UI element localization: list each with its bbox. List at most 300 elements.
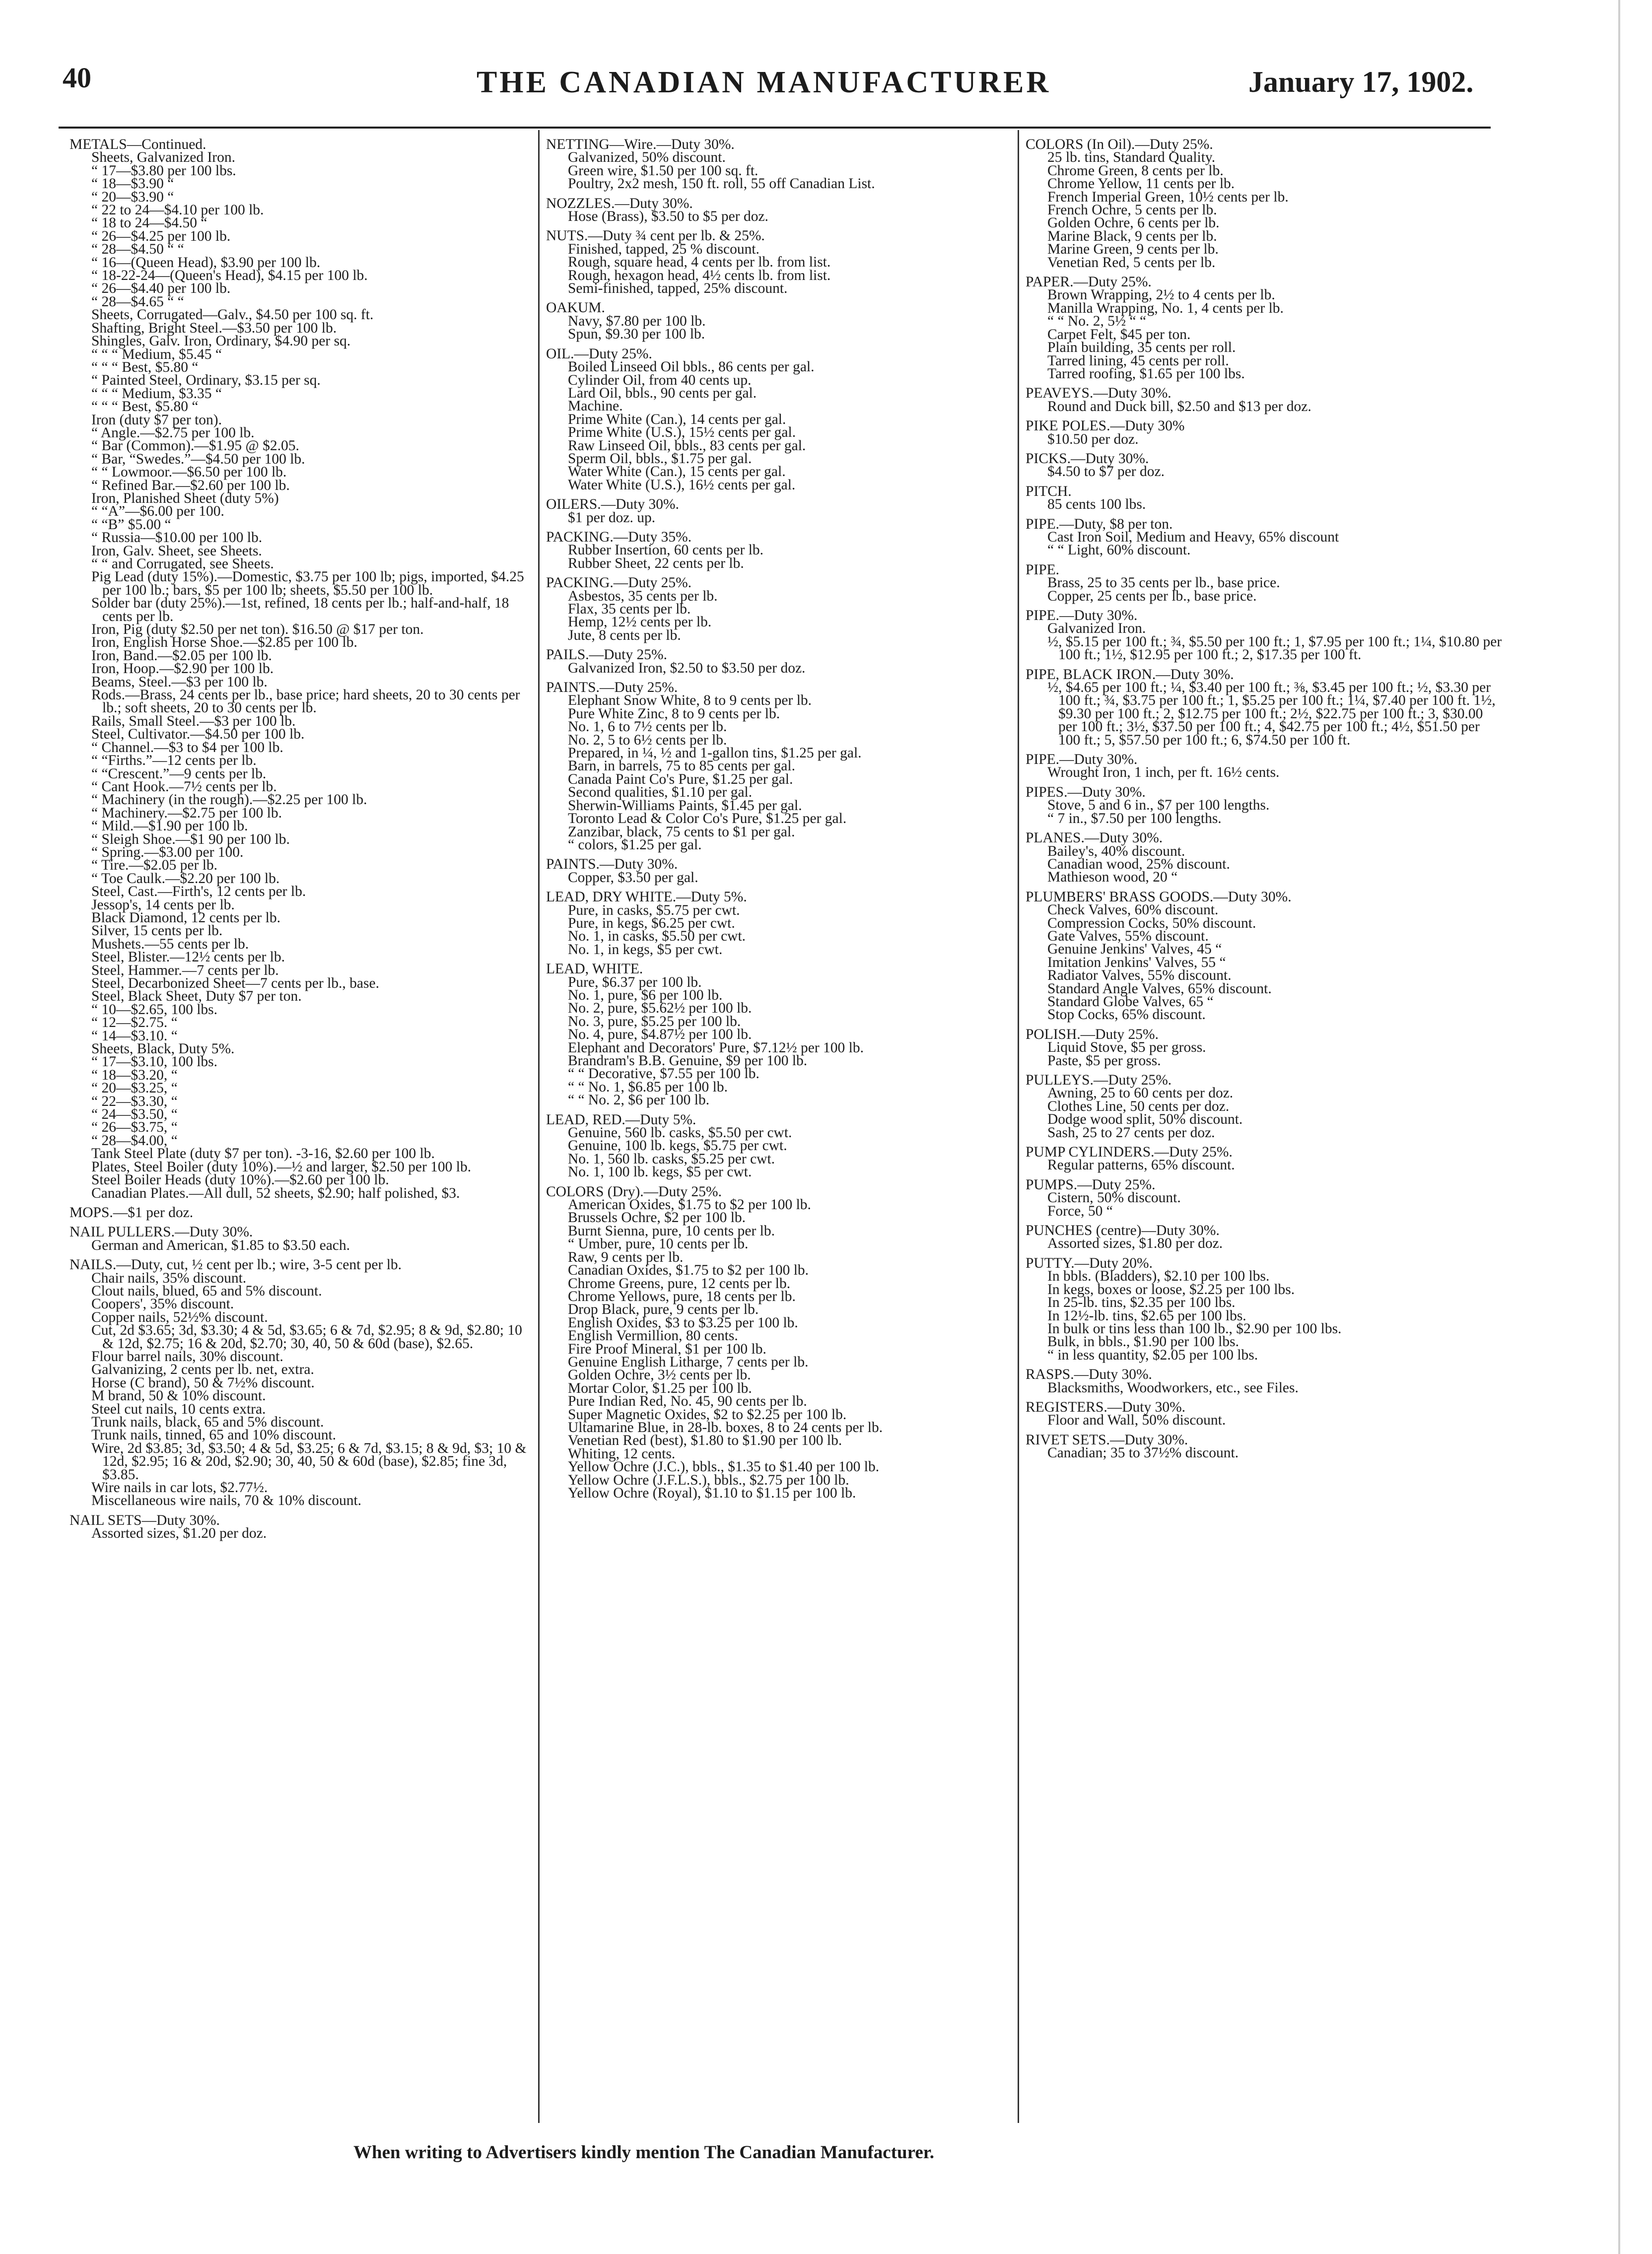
section-heading: PIPE.—Duty 30%. xyxy=(1026,608,1138,623)
price-section xyxy=(1026,1257,1502,1362)
price-entry: “ Machinery (in the rough).—$2.25 per 100 lb. xyxy=(91,792,367,808)
column-divider xyxy=(1018,130,1019,2123)
price-entry: Canadian Plates.—All dull, 52 sheets, $2.90; half polished, $3. xyxy=(91,1185,460,1201)
page-number: 40 xyxy=(63,62,91,94)
price-entry: “ “ Light, 60% discount. xyxy=(1047,542,1191,558)
price-section xyxy=(1026,485,1502,511)
price-entry: Pure White Zinc, 8 to 9 cents per lb. xyxy=(568,705,780,722)
price-section xyxy=(1026,831,1502,884)
price-entry: Bulk, in bbls., $1.90 per 100 lbs. xyxy=(1047,1334,1239,1350)
price-section xyxy=(546,1113,1015,1179)
price-entry: “ 14—$3.10. “ xyxy=(91,1027,178,1044)
price-entry: Venetian Red (best), $1.80 to $1.90 per 100 lb. xyxy=(568,1433,842,1449)
price-entry: French Ochre, 5 cents per lb. xyxy=(1047,202,1217,218)
price-column-3 xyxy=(1026,138,1502,1466)
price-section xyxy=(1026,668,1502,747)
section-heading: NAIL PULLERS.—Duty 30%. xyxy=(69,1224,253,1240)
price-entry: “ colors, $1.25 per gal. xyxy=(568,836,702,853)
price-entry: Steel, Blister.—12½ cents per lb. xyxy=(91,949,285,965)
price-entry: “ “ No. 2, $6 per 100 lb. xyxy=(568,1092,710,1108)
price-entry: “ 20—$3.25, “ xyxy=(91,1080,178,1096)
section-heading: PIPE.—Duty, $8 per ton. xyxy=(1026,516,1173,532)
price-entry: Genuine, 100 lb. kegs, $5.75 per cwt. xyxy=(568,1138,787,1154)
price-entry: English Vermillion, 80 cents. xyxy=(568,1328,738,1344)
section-heading: PUTTY.—Duty 20%. xyxy=(1026,1255,1153,1271)
price-entry: Brass, 25 to 35 cents per lb., base price. xyxy=(1047,575,1280,591)
price-entry: Iron, Band.—$2.05 per 100 lb. xyxy=(91,647,272,664)
price-section xyxy=(546,531,1015,570)
price-entry: $10.50 per doz. xyxy=(1047,431,1139,447)
price-entry: Lard Oil, bbls., 90 cents per gal. xyxy=(568,385,757,401)
section-heading: PUMPS.—Duty 25%. xyxy=(1026,1176,1156,1193)
price-entry: Shafting, Bright Steel.—$3.50 per 100 lb. xyxy=(91,320,337,336)
price-entry: No. 3, pure, $5.25 per 100 lb. xyxy=(568,1013,741,1029)
price-entry: Rough, square head, 4 cents per lb. from list. xyxy=(568,254,831,271)
section-heading: PITCH. xyxy=(1026,483,1072,499)
price-entry: In 12½-lb. tins, $2.65 per 100 lbs. xyxy=(1047,1307,1246,1324)
section-heading: PIPE, BLACK IRON.—Duty 30%. xyxy=(1026,666,1234,683)
price-entry: Iron, Pig (duty $2.50 per net ton). $16.50 @ $17 per ton. xyxy=(91,621,424,638)
price-entry: No. 1, in kegs, $5 per cwt. xyxy=(568,941,723,957)
price-entry: Dodge wood split, 50% discount. xyxy=(1047,1111,1243,1128)
price-entry: Iron, Planished Sheet (duty 5%) xyxy=(91,490,279,506)
price-section xyxy=(69,1514,532,1540)
section-heading: COLORS (In Oil).—Duty 25%. xyxy=(1026,137,1213,152)
price-entry: Navy, $7.80 per 100 lb. xyxy=(568,313,706,329)
price-entry: Water White (Can.), 15 cents per gal. xyxy=(568,464,786,480)
price-entry: “ “ “ Best, $5.80 “ xyxy=(91,399,199,415)
price-entry: Chrome Yellows, pure, 18 cents per lb. xyxy=(568,1288,796,1304)
price-entry: Plates, Steel Boiler (duty 10%).—½ and larger, $2.50 per 100 lb. xyxy=(91,1159,472,1175)
price-entry: Cut, 2d $3.65; 3d, $3.30; 4 & 5d, $3.65; 6 & 7d, $2.95; 8 & 9d, $2.80; 10 & 12d, $2.75; 16 & 20d, $2.70; 30, 40, 50 & 60d (base), $2.65. xyxy=(91,1322,522,1352)
price-section xyxy=(69,1226,532,1252)
price-entry: Elephant and Decorators' Pure, $7.12½ per 100 lb. xyxy=(568,1039,864,1056)
price-entry: American Oxides, $1.75 to $2 per 100 lb. xyxy=(568,1197,811,1213)
price-entry: Black Diamond, 12 cents per lb. xyxy=(91,909,280,926)
price-entry: Coopers', 35% discount. xyxy=(91,1296,234,1312)
section-heading: OILERS.—Duty 30%. xyxy=(546,496,679,513)
price-entry: Standard Globe Valves, 65 “ xyxy=(1047,993,1214,1010)
price-entry: Copper, 25 cents per lb., base price. xyxy=(1047,588,1257,604)
price-entry: “ Tire.—$2.05 per lb. xyxy=(91,857,218,874)
price-entry: Check Valves, 60% discount. xyxy=(1047,902,1219,918)
price-entry: Silver, 15 cents per lb. xyxy=(91,923,223,939)
price-entry: Water White (U.S.), 16½ cents per gal. xyxy=(568,477,796,493)
price-entry: “ 18—$3.90 “ xyxy=(91,176,174,192)
price-section xyxy=(1026,1074,1502,1139)
price-entry: Brandram's B.B. Genuine, $9 per 100 lb. xyxy=(568,1053,808,1069)
price-entry: French Imperial Green, 10½ cents per lb. xyxy=(1047,189,1289,205)
price-entry: Second qualities, $1.10 per gal. xyxy=(568,784,753,801)
price-entry: Sheets, Galvanized Iron. xyxy=(91,149,235,166)
price-entry: Canadian wood, 25% discount. xyxy=(1047,856,1230,872)
price-entry: Horse (C brand), 50 & 7½% discount. xyxy=(91,1374,315,1391)
price-entry: “ Bar, “Swedes.”—$4.50 per 100 lb. xyxy=(91,451,305,467)
price-entry: Prepared, in ¼, ½ and 1-gallon tins, $1.25 per gal. xyxy=(568,745,862,761)
page-header xyxy=(0,0,1652,132)
section-heading: PIKE POLES.—Duty 30% xyxy=(1026,418,1185,434)
price-section xyxy=(69,1258,532,1507)
price-entry: Tank Steel Plate (duty $7 per ton). -3-16, $2.60 per 100 lb. xyxy=(91,1146,435,1162)
price-entry: Yellow Ochre (J.F.L.S.), bbls., $2.75 per 100 lb. xyxy=(568,1472,849,1488)
price-entry: Pure Indian Red, No. 45, 90 cents per lb. xyxy=(568,1393,807,1410)
price-entry: Rails, Small Steel.—$3 per 100 lb. xyxy=(91,713,296,729)
price-entry: Semi-finished, tapped, 25% discount. xyxy=(568,280,788,297)
price-entry: Raw, 9 cents per lb. xyxy=(568,1249,684,1265)
price-entry: Wire nails in car lots, $2.77½. xyxy=(91,1480,268,1496)
section-heading: NOZZLES.—Duty 30%. xyxy=(546,195,693,211)
price-entry: In kegs, boxes or loose, $2.25 per 100 lbs. xyxy=(1047,1281,1295,1298)
section-heading: PLUMBERS' BRASS GOODS.—Duty 30%. xyxy=(1026,888,1292,905)
price-entry: Tarred lining, 45 cents per roll. xyxy=(1047,352,1229,369)
section-heading: PLANES.—Duty 30%. xyxy=(1026,830,1163,846)
price-entry: Elephant Snow White, 8 to 9 cents per lb. xyxy=(568,692,812,709)
price-entry: Spun, $9.30 per 100 lb. xyxy=(568,326,705,342)
price-entry: “ “ No. 1, $6.85 per 100 lb. xyxy=(568,1079,728,1095)
price-entry: Paste, $5 per gross. xyxy=(1047,1052,1161,1069)
price-entry: Sash, 25 to 27 cents per doz. xyxy=(1047,1124,1215,1141)
price-entry: “ 22—$3.30, “ xyxy=(91,1093,178,1109)
price-entry: Force, 50 “ xyxy=(1047,1203,1113,1219)
price-entry: No. 1, 560 lb. casks, $5.25 per cwt. xyxy=(568,1151,775,1167)
price-entry: Rough, hexagon head, 4½ cents lb. from list. xyxy=(568,267,831,283)
price-entry: Marine Green, 9 cents per lb. xyxy=(1047,241,1219,258)
section-heading: PACKING.—Duty 35%. xyxy=(546,529,692,545)
price-section xyxy=(69,1206,532,1219)
section-heading: PIPE. xyxy=(1026,561,1060,578)
price-entry: “ “ “ Best, $5.80 “ xyxy=(91,359,199,375)
header-rule xyxy=(59,127,1491,129)
price-entry: Cylinder Oil, from 40 cents up. xyxy=(568,372,752,388)
price-entry: Regular patterns, 65% discount. xyxy=(1047,1157,1235,1173)
price-entry: German and American, $1.85 to $3.50 each. xyxy=(91,1237,350,1253)
price-entry: Shingles, Galv. Iron, Ordinary, $4.90 per sq. xyxy=(91,333,351,349)
price-entry: Manilla Wrapping, No. 1, 4 cents per lb. xyxy=(1047,300,1284,316)
price-entry: “ “Crescent.”—9 cents per lb. xyxy=(91,765,267,782)
price-entry: No. 2, pure, $5.62½ per 100 lb. xyxy=(568,1000,752,1017)
price-entry: Sheets, Black, Duty 5%. xyxy=(91,1041,235,1057)
price-section xyxy=(1026,387,1502,413)
price-entry: Rods.—Brass, 24 cents per lb., base price; hard sheets, 20 to 30 cents per lb.; soft sheets, 20 to 30 cents per lb. xyxy=(91,687,520,716)
price-entry: “ 28—$4.50 “ “ xyxy=(91,241,184,258)
section-heading: PUNCHES (centre)—Duty 30%. xyxy=(1026,1223,1220,1239)
price-entry: “ “ “ Medium, $3.35 “ xyxy=(91,385,222,402)
price-entry: Rubber Insertion, 60 cents per lb. xyxy=(568,542,764,558)
price-entry: Pure, $6.37 per 100 lb. xyxy=(568,974,702,990)
price-entry: “ 20—$3.90 “ xyxy=(91,189,174,205)
column-divider xyxy=(538,130,540,2123)
price-entry: English Oxides, $3 to $3.25 per 100 lb. xyxy=(568,1314,798,1331)
price-entry: “ in less quantity, $2.05 per 100 lbs. xyxy=(1047,1347,1258,1363)
section-heading: PAPER.—Duty 25%. xyxy=(1026,274,1152,290)
price-entry: “ 7 in., $7.50 per 100 lengths. xyxy=(1047,810,1222,826)
price-entry: Trunk nails, tinned, 65 and 10% discount. xyxy=(91,1427,337,1443)
price-entry: Steel, Hammer.—7 cents per lb. xyxy=(91,962,279,978)
price-entry: Steel, Cast.—Firth's, 12 cents per lb. xyxy=(91,884,306,900)
price-entry: $4.50 to $7 per doz. xyxy=(1047,464,1165,480)
price-section xyxy=(1026,518,1502,557)
price-entry: Steel, Black Sheet, Duty $7 per ton. xyxy=(91,988,302,1005)
price-entry: Chrome Green, 8 cents per lb. xyxy=(1047,162,1224,179)
price-section xyxy=(546,138,1015,191)
price-column-2 xyxy=(546,138,1015,1506)
price-section xyxy=(1026,419,1502,446)
price-entry: Steel cut nails, 10 cents extra. xyxy=(91,1401,266,1417)
price-entry: Standard Angle Valves, 65% discount. xyxy=(1047,980,1272,997)
price-entry: “ 18—$3.20, “ xyxy=(91,1067,178,1083)
price-entry: Bailey's, 40% discount. xyxy=(1047,843,1185,859)
price-entry: “ Refined Bar.—$2.60 per 100 lb. xyxy=(91,477,290,493)
price-entry: Prime White (Can.), 14 cents per gal. xyxy=(568,411,786,427)
price-section xyxy=(1026,138,1502,269)
section-heading: PACKING.—Duty 25%. xyxy=(546,575,692,591)
price-section xyxy=(1026,275,1502,380)
price-entry: “ 12—$2.75. “ xyxy=(91,1015,178,1031)
price-entry: Tarred roofing, $1.65 per 100 lbs. xyxy=(1047,365,1245,382)
price-entry: Gate Valves, 55% discount. xyxy=(1047,928,1209,944)
price-entry: Cistern, 50% discount. xyxy=(1047,1190,1181,1206)
price-entry: Yellow Ochre (J.C.), bbls., $1.35 to $1.40 per 100 lb. xyxy=(568,1459,880,1475)
price-entry: Cast Iron Soil, Medium and Heavy, 65% discount xyxy=(1047,529,1339,545)
section-heading: PAINTS.—Duty 30%. xyxy=(546,856,678,873)
price-entry: Stove, 5 and 6 in., $7 per 100 lengths. xyxy=(1047,797,1270,814)
price-entry: Marine Black, 9 cents per lb. xyxy=(1047,228,1217,244)
price-entry: Mushets.—55 cents per lb. xyxy=(91,936,249,952)
price-entry: Burnt Sienna, pure, 10 cents per lb. xyxy=(568,1223,775,1239)
price-entry: “ Sleigh Shoe.—$1 90 per 100 lb. xyxy=(91,831,290,847)
price-entry: Brussels Ochre, $2 per 100 lb. xyxy=(568,1210,746,1226)
price-entry: “ “A”—$6.00 per 100. xyxy=(91,503,224,520)
section-heading: LEAD, RED.—Duty 5%. xyxy=(546,1111,696,1128)
price-entry: Green wire, $1.50 per 100 sq. ft. xyxy=(568,162,758,179)
price-entry: Pig Lead (duty 15%).—Domestic, $3.75 per 100 lb; pigs, imported, $4.25 per 100 lb.; bars, $5 per 100 lb; sheets, $5.50 per 100 lb. xyxy=(91,569,524,598)
price-entry: ½, $4.65 per 100 ft.; ¼, $3.40 per 100 ft.; ⅜, $3.45 per 100 ft.; ½, $3.30 per 100 ft.; ¾, $3.75 per 100 ft.; 1, $5.25 per 100 ft.; 1¼, $7.40 per 100 ft. 1½, $9.30 per 100 ft.; 2, $12.75 per 100 ft.; 2½, $22.75 per 100 ft.; 3, $30.00 per 100 ft.; 3½, $37.50 per 100 ft.; 4, $42.75 per 100 ft.; 4½, $51.50 per 100 ft.; 5, $57.50 per 100 ft.; 6, $74.50 per 100 ft. xyxy=(1047,680,1496,748)
price-entry: Sperm Oil, bbls., $1.75 per gal. xyxy=(568,450,752,467)
price-entry: “ 24—$3.50, “ xyxy=(91,1106,178,1123)
price-entry: Wire, 2d $3.85; 3d, $3.50; 4 & 5d, $3.25; 6 & 7d, $3.15; 8 & 9d, $3; 10 & 12d, $2.95; 16 & 20d, $2.90; 30, 40, 50 & 60d (base), $2.85; fine 3d, $3.85. xyxy=(91,1440,527,1483)
price-entry: Fire Proof Mineral, $1 per 100 lb. xyxy=(568,1341,766,1357)
section-heading: PEAVEYS.—Duty 30%. xyxy=(1026,385,1171,402)
price-entry: Pure, in casks, $5.75 per cwt. xyxy=(568,902,740,918)
price-entry: Imitation Jenkins' Valves, 55 “ xyxy=(1047,954,1226,970)
price-section xyxy=(1026,609,1502,662)
price-entry: Solder bar (duty 25%).—1st, refined, 18 cents per lb.; half-and-half, 18 cents per lb. xyxy=(91,595,509,624)
section-heading: PAINTS.—Duty 25%. xyxy=(546,680,678,696)
price-entry: “ “Firths.”—12 cents per lb. xyxy=(91,752,257,769)
section-heading: PICKS.—Duty 30%. xyxy=(1026,450,1149,467)
price-entry: Sheets, Corrugated—Galv., $4.50 per 100 sq. ft. xyxy=(91,307,374,323)
price-section xyxy=(1026,1224,1502,1250)
price-entry: Copper, $3.50 per gal. xyxy=(568,869,698,886)
price-entry: Hemp, 12½ cents per lb. xyxy=(568,614,712,630)
price-entry: Compression Cocks, 50% discount. xyxy=(1047,915,1256,931)
price-entry: Floor and Wall, 50% discount. xyxy=(1047,1412,1226,1429)
price-entry: Raw Linseed Oil, bbls., 83 cents per gal. xyxy=(568,437,806,454)
price-entry: “ “ No. 2, 5½ “ “ xyxy=(1047,313,1147,330)
price-entry: Galvanizing, 2 cents per lb. net, extra. xyxy=(91,1362,314,1378)
price-section xyxy=(1026,786,1502,825)
price-entry: Clothes Line, 50 cents per doz. xyxy=(1047,1098,1230,1114)
price-entry: “ Painted Steel, Ordinary, $3.15 per sq. xyxy=(91,372,321,389)
price-entry: Clout nails, blued, 65 and 5% discount. xyxy=(91,1283,322,1299)
price-entry: Pure, in kegs, $6.25 per cwt. xyxy=(568,915,735,931)
price-entry: Mortar Color, $1.25 per 100 lb. xyxy=(568,1380,752,1396)
section-heading: RASPS.—Duty 30%. xyxy=(1026,1366,1152,1383)
price-entry: Steel, Cultivator.—$4.50 per 100 lb. xyxy=(91,726,305,743)
price-entry: In bbls. (Bladders), $2.10 per 100 lbs. xyxy=(1047,1268,1270,1285)
price-entry: $1 per doz. up. xyxy=(568,509,656,526)
price-entry: “ Bar (Common).—$1.95 @ $2.05. xyxy=(91,438,299,454)
price-entry: Awning, 25 to 60 cents per doz. xyxy=(1047,1085,1234,1101)
price-entry: Flour barrel nails, 30% discount. xyxy=(91,1348,283,1365)
price-entry: Stop Cocks, 65% discount. xyxy=(1047,1007,1206,1023)
price-entry: Barn, in barrels, 75 to 85 cents per gal. xyxy=(568,758,795,774)
price-entry: Genuine Jenkins' Valves, 45 “ xyxy=(1047,941,1222,957)
price-entry: “ “ Decorative, $7.55 per 100 lb. xyxy=(568,1066,759,1082)
price-entry: Super Magnetic Oxides, $2 to $2.25 per 100 lb. xyxy=(568,1406,847,1423)
price-entry: Iron, Galv. Sheet, see Sheets. xyxy=(91,543,262,559)
price-entry: Iron (duty $7 per ton). xyxy=(91,411,222,428)
price-entry: Poultry, 2x2 mesh, 150 ft. roll, 55 off Canadian List. xyxy=(568,176,875,192)
price-entry: Sherwin-Williams Paints, $1.45 per gal. xyxy=(568,797,802,814)
price-entry: “ 26—$4.25 per 100 lb. xyxy=(91,228,231,244)
price-entry: “ “ Lowmoor.—$6.50 per 100 lb. xyxy=(91,464,287,480)
section-heading: PIPE.—Duty 30%. xyxy=(1026,751,1138,768)
price-entry: “ “ and Corrugated, see Sheets. xyxy=(91,556,274,572)
price-section xyxy=(546,576,1015,642)
price-entry: Genuine, 560 lb. casks, $5.50 per cwt. xyxy=(568,1125,792,1141)
price-entry: ½, $5.15 per 100 ft.; ¾, $5.50 per 100 ft.; 1, $7.95 per 100 ft.; 1¼, $10.80 per 100 ft.; 1½, $12.95 per 100 ft.; 2, $17.35 per 100 ft. xyxy=(1047,633,1502,663)
price-entry: Mathieson wood, 20 “ xyxy=(1047,869,1178,886)
price-entry: Rubber Sheet, 22 cents per lb. xyxy=(568,555,744,571)
price-section xyxy=(546,347,1015,491)
price-entry: Toronto Lead & Color Co's Pure, $1.25 per gal. xyxy=(568,811,847,827)
section-heading: NAIL SETS—Duty 30%. xyxy=(69,1512,220,1528)
price-entry: “ 22 to 24—$4.10 per 100 lb. xyxy=(91,202,264,218)
advertiser-notice: When writing to Advertisers kindly mention The Canadian Manufacturer. xyxy=(353,2142,935,2163)
price-entry: “ Angle.—$2.75 per 100 lb. xyxy=(91,424,255,441)
price-entry: Galvanized, 50% discount. xyxy=(568,149,726,166)
price-entry: Yellow Ochre (Royal), $1.10 to $1.15 per 100 lb. xyxy=(568,1485,856,1501)
price-entry: “ Channel.—$3 to $4 per 100 lb. xyxy=(91,739,283,755)
price-entry: Drop Black, pure, 9 cents per lb. xyxy=(568,1301,759,1318)
section-heading: COLORS (Dry).—Duty 25%. xyxy=(546,1183,722,1200)
price-entry: Brown Wrapping, 2½ to 4 cents per lb. xyxy=(1047,287,1275,303)
price-entry: Flax, 35 cents per lb. xyxy=(568,601,691,617)
price-section xyxy=(1026,563,1502,603)
price-entry: “ 26—$3.75, “ xyxy=(91,1119,178,1136)
price-entry: Galvanized Iron. xyxy=(1047,620,1146,637)
price-entry: Carpet Felt, $45 per ton. xyxy=(1047,326,1191,342)
price-section xyxy=(1026,753,1502,779)
price-section xyxy=(546,301,1015,341)
price-section xyxy=(1026,1434,1502,1460)
price-entry: Miscellaneous wire nails, 70 & 10% discount. xyxy=(91,1493,362,1509)
price-entry: No. 2, 5 to 6½ cents per lb. xyxy=(568,732,727,748)
price-section xyxy=(546,648,1015,675)
section-heading: POLISH.—Duty 25%. xyxy=(1026,1026,1159,1042)
price-entry: Radiator Valves, 55% discount. xyxy=(1047,967,1232,984)
section-heading: LEAD, DRY WHITE.—Duty 5%. xyxy=(546,889,747,905)
price-section xyxy=(546,962,1015,1106)
price-entry: Assorted sizes, $1.80 per doz. xyxy=(1047,1235,1223,1252)
price-entry: “ Mild.—$1.90 per 100 lb. xyxy=(91,818,248,834)
price-entry: No. 1, in casks, $5.50 per cwt. xyxy=(568,928,746,945)
section-heading: MOPS.—$1 per doz. xyxy=(69,1204,194,1221)
price-entry: Plain building, 35 cents per roll. xyxy=(1047,340,1236,356)
issue-date: January 17, 1902. xyxy=(1248,66,1474,98)
price-entry: Steel Boiler Heads (duty 10%).—$2.60 per 100 lb. xyxy=(91,1172,389,1188)
price-entry: Jessop's, 14 cents per lb. xyxy=(91,896,235,913)
price-entry: Genuine English Litharge, 7 cents per lb. xyxy=(568,1354,809,1370)
price-entry: Chrome Greens, pure, 12 cents per lb. xyxy=(568,1275,791,1292)
price-section xyxy=(546,498,1015,524)
section-heading: NUTS.—Duty ¾ cent per lb. & 25%. xyxy=(546,228,765,244)
price-entry: “ Cant Hook.—7½ cents per lb. xyxy=(91,778,277,795)
price-entry: Hose (Brass), $3.50 to $5 per doz. xyxy=(568,208,768,225)
price-section xyxy=(1026,1368,1502,1394)
price-entry: Chrome Yellow, 11 cents per lb. xyxy=(1047,176,1235,192)
price-entry: “ “B” $5.00 “ xyxy=(91,516,171,533)
section-heading: METALS—Continued. xyxy=(69,137,206,152)
price-entry: Galvanized Iron, $2.50 to $3.50 per doz. xyxy=(568,660,806,676)
price-entry: “ 10—$2.65, 100 lbs. xyxy=(91,1001,218,1018)
section-heading: PUMP CYLINDERS.—Duty 25%. xyxy=(1026,1144,1233,1161)
price-entry: Zanzibar, black, 75 cents to $1 per gal. xyxy=(568,823,795,840)
price-entry: “ 16—(Queen Head), $3.90 per 100 lb. xyxy=(91,254,321,271)
price-section xyxy=(546,681,1015,851)
price-entry: “ 18-22-24—(Queen's Head), $4.15 per 100 lb. xyxy=(91,268,368,284)
price-entry: Asbestos, 35 cents per lb. xyxy=(568,588,718,604)
section-heading: NETTING—Wire.—Duty 30%. xyxy=(546,137,735,152)
price-section xyxy=(69,138,532,1200)
price-entry: Beams, Steel.—$3 per 100 lb. xyxy=(91,674,268,690)
price-entry: Wrought Iron, 1 inch, per ft. 16½ cents. xyxy=(1047,764,1280,781)
price-entry: Prime White (U.S.), 15½ cents per gal. xyxy=(568,424,796,441)
price-entry: Machine. xyxy=(568,398,623,414)
price-entry: “ 28—$4.00, “ xyxy=(91,1132,178,1149)
price-section xyxy=(546,197,1015,223)
price-entry: Iron, Hoop.—$2.90 per 100 lb. xyxy=(91,661,274,677)
page-edge xyxy=(1618,0,1620,2254)
price-entry: Whiting, 12 cents. xyxy=(568,1445,676,1462)
price-section xyxy=(1026,890,1502,1022)
price-entry: 25 lb. tins, Standard Quality. xyxy=(1047,149,1216,166)
section-heading: PIPES.—Duty 30%. xyxy=(1026,784,1146,800)
section-heading: NAILS.—Duty, cut, ½ cent per lb.; wire, 3-5 cent per lb. xyxy=(69,1257,402,1273)
price-section xyxy=(1026,1028,1502,1067)
price-entry: M brand, 50 & 10% discount. xyxy=(91,1388,266,1404)
price-entry: In bulk or tins less than 100 lb., $2.90 per 100 lbs. xyxy=(1047,1320,1342,1337)
price-entry: 85 cents 100 lbs. xyxy=(1047,496,1146,513)
price-entry: “ 17—$3.10, 100 lbs. xyxy=(91,1054,218,1070)
price-column-1 xyxy=(69,138,532,1547)
section-heading: PAILS.—Duty 25%. xyxy=(546,647,667,663)
price-entry: Boiled Linseed Oil bbls., 86 cents per gal. xyxy=(568,359,815,375)
price-section xyxy=(546,229,1015,295)
section-heading: OIL.—Duty 25%. xyxy=(546,345,652,362)
price-entry: Chair nails, 35% discount. xyxy=(91,1270,247,1286)
section-heading: PULLEYS.—Duty 25%. xyxy=(1026,1072,1172,1088)
price-entry: Finished, tapped, 25 % discount. xyxy=(568,241,759,257)
price-entry: No. 1, pure, $6 per 100 lb. xyxy=(568,987,723,1003)
price-entry: “ Spring.—$3.00 per 100. xyxy=(91,844,244,860)
price-entry: Canadian; 35 to 37½% discount. xyxy=(1047,1445,1239,1461)
price-entry: “ Russia—$10.00 per 100 lb. xyxy=(91,530,263,546)
price-entry: No. 1, 100 lb. kegs, $5 per cwt. xyxy=(568,1164,752,1180)
price-section xyxy=(546,858,1015,884)
price-entry: Jute, 8 cents per lb. xyxy=(568,627,681,643)
